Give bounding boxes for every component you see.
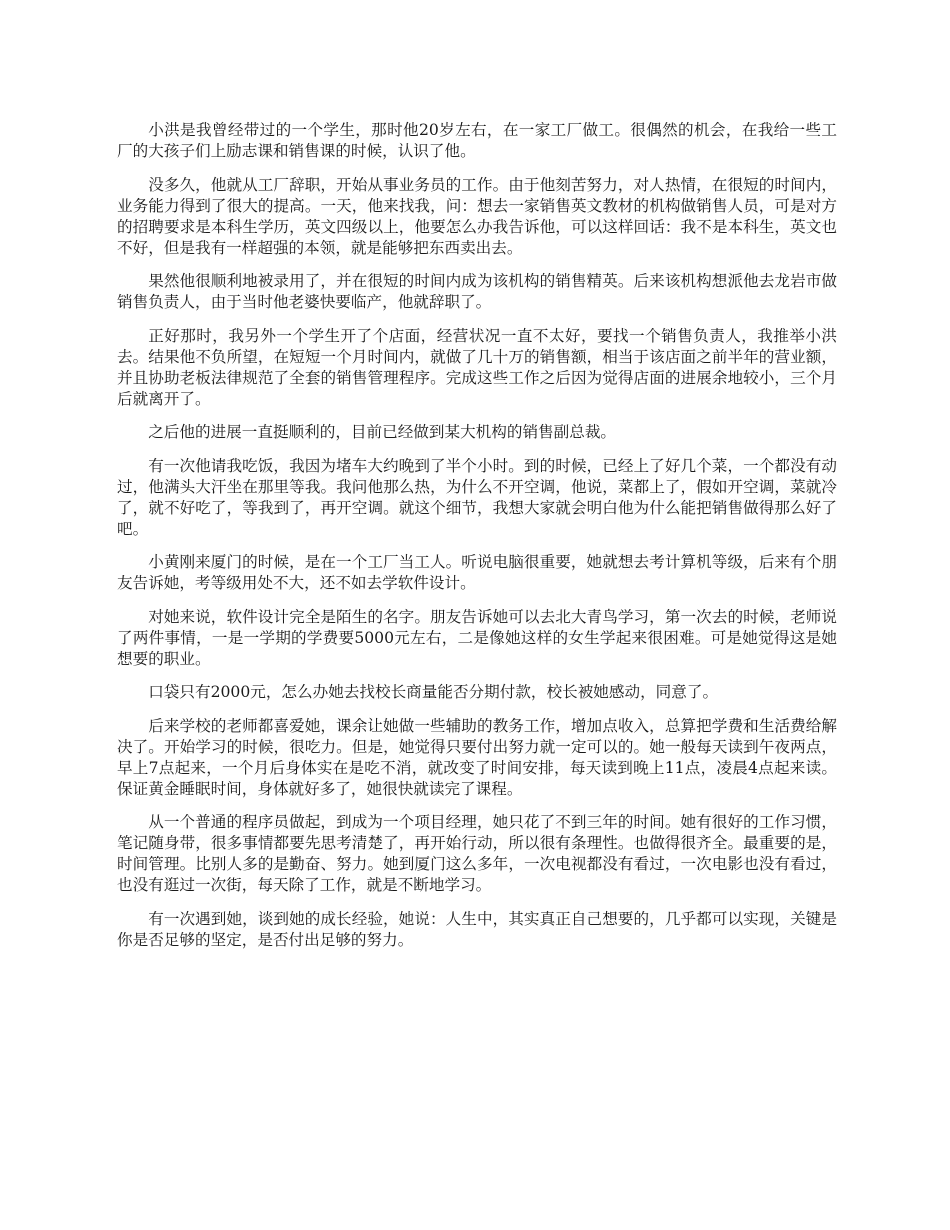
paragraph: 口袋只有2000元，怎么办她去找校长商量能否分期付款，校长被她感动，同意了。 (148, 683, 719, 701)
document-body (117, 120, 837, 963)
paragraph: 有一次他请我吃饭，我因为堵车大约晚到了半个小时。到的时候，已经上了好几个菜，一个都没有动过，他满头大汗坐在那里等我。我问他那么热，为什么不开空调，他说，菜都上了，假如开空调，菜就冷了，就不好吃了，等我到了，再开空调。就这个细节，我想大家就会明白他为什么能把销售做得那么好了吧。 (117, 456, 837, 538)
paragraph: 果然他很顺利地被录用了，并在很短的时间内成为该机构的销售精英。后来该机构想派他去龙岩市做销售负责人，由于当时他老婆快要临产，他就辞职了。 (117, 272, 837, 311)
paragraph: 从一个普通的程序员做起，到成为一个项目经理，她只花了不到三年的时间。她有很好的工作习惯，笔记随身带，很多事情都要先思考清楚了，再开始行动，所以很有条理性。也做得很齐全。最重要的是，时间管理。比别人多的是勤奋、努力。她到厦门这么多年，一次电视都没有看过，一次电影也没有看过，也没有逛过一次街，每天除了工作，就是不断地学习。 (117, 813, 837, 894)
paragraph: 小黄刚来厦门的时候，是在一个工厂当工人。听说电脑很重要，她就想去考计算机等级，后来有个朋友告诉她，考等级用处不大，还不如去学软件设计。 (117, 553, 837, 592)
paragraph: 正好那时，我另外一个学生开了个店面，经营状况一直不太好，要找一个销售负责人，我推举小洪去。结果他不负所望，在短短一个月时间内，就做了几十万的销售额，相当于该店面之前半年的营业额，并且协助老板法律规范了全套的销售管理程序。完成这些工作之后因为觉得店面的进展余地较小，三个月后就离开了。 (117, 326, 837, 408)
paragraph: 之后他的进展一直挺顺利的，目前已经做到某大机构的销售副总裁。 (148, 423, 617, 441)
paragraph: 有一次遇到她，谈到她的成长经验，她说：人生中，其实真正自己想要的，几乎都可以实现，关键是你是否足够的坚定，是否付出足够的努力。 (117, 909, 837, 949)
paragraph: 对她来说，软件设计完全是陌生的名字。朋友告诉她可以去北大青鸟学习，第一次去的时候，老师说了两件事情，一是一学期的学费要5000元左右，二是像她这样的女生学起来很困难。可是她觉得这是她想要的职业。 (117, 607, 837, 668)
paragraph: 小洪是我曾经带过的一个学生，那时他20岁左右，在一家工厂做工。很偶然的机会，在我给一些工厂的大孩子们上励志课和销售课的时候，认识了他。 (117, 121, 837, 160)
paragraph: 后来学校的老师都喜爱她，课余让她做一些辅助的教务工作，增加点收入，总算把学费和生活费给解决了。开始学习的时候，很吃力。但是，她觉得只要付出努力就一定可以的。她一般每天读到午夜两点，早上7点起来，一个月后身体实在是吃不消，就改变了时间安排，每天读到晚上11点，凌晨4点起来读。保证黄金睡眠时间，身体就好多了，她很快就读完了课程。 (117, 716, 837, 798)
paragraph: 没多久，他就从工厂辞职，开始从事业务员的工作。由于他刻苦努力，对人热情，在很短的时间内，业务能力得到了很大的提高。一天，他来找我，问：想去一家销售英文教材的机构做销售人员，可是对方的招聘要求是本科生学历，英文四级以上，他要怎么办我告诉他，可以这样回话：我不是本科生，英文也不好，但是我有一样超强的本领，就是能够把东西卖出去。 (117, 175, 837, 257)
